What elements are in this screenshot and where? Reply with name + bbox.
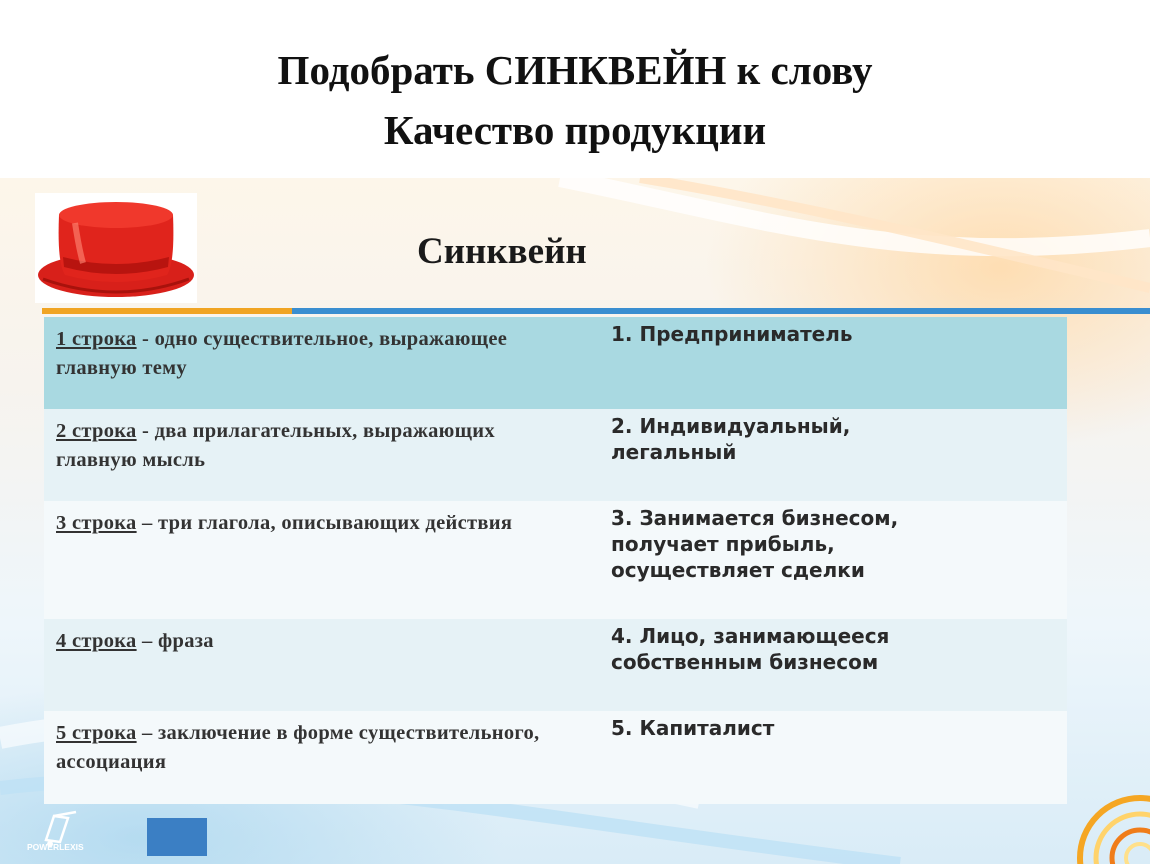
powerlexis-logo-icon: [24, 810, 114, 860]
top-hat-icon: [35, 193, 197, 303]
row-answer: 5. Капиталист: [611, 716, 775, 740]
slide: [0, 178, 1150, 864]
row-answer: 3. Занимается бизнесом, получает прибыль, осуществляет сделки: [611, 506, 899, 582]
row-label: 5 строка: [56, 722, 137, 744]
decorative-rings-icon: [1030, 738, 1150, 864]
accent-bar-orange: [42, 308, 292, 314]
row-label: 1 строка: [56, 328, 137, 350]
red-hat-image: [35, 193, 197, 303]
row-description: [56, 417, 576, 475]
row-answer: 2. Индивидуальный, легальный: [611, 414, 851, 464]
row-desc-text: - два прилагательных, выражающих главную мысль: [56, 420, 495, 471]
table-row: [44, 409, 1067, 501]
row-desc-text: – заключение в форме существительного, ассоциация: [56, 722, 540, 773]
row-desc-text: – три глагола, описывающих действия: [136, 512, 513, 534]
page-title-line-1: Подобрать СИНКВЕЙН к слову: [277, 47, 873, 93]
row-desc-text: - одно существительное, выражающее главную тему: [56, 328, 508, 379]
logo-text: POWERLEXIS: [27, 842, 84, 852]
row-label: 3 строка: [56, 512, 137, 534]
row-description: [56, 509, 576, 538]
row-description: [56, 627, 576, 656]
table-row: [44, 711, 1067, 804]
table-row: [44, 619, 1067, 711]
row-description: [56, 719, 576, 777]
page-title-line-2: Качество продукции: [383, 107, 767, 153]
row-answer: 4. Лицо, занимающееся собственным бизнесом: [611, 624, 890, 674]
footer-blue-box: [147, 818, 207, 856]
accent-bar-blue: [292, 308, 1150, 314]
row-label: 2 строка: [56, 420, 137, 442]
row-answer: 1. Предприниматель: [611, 322, 853, 346]
sinkwain-table: [44, 317, 1067, 804]
table-row: [44, 317, 1067, 409]
row-description: [56, 325, 576, 383]
row-desc-text: – фраза: [136, 630, 214, 652]
row-label: 4 строка: [56, 630, 137, 652]
table-row: [44, 501, 1067, 619]
slide-title: Синквейн: [417, 231, 587, 272]
